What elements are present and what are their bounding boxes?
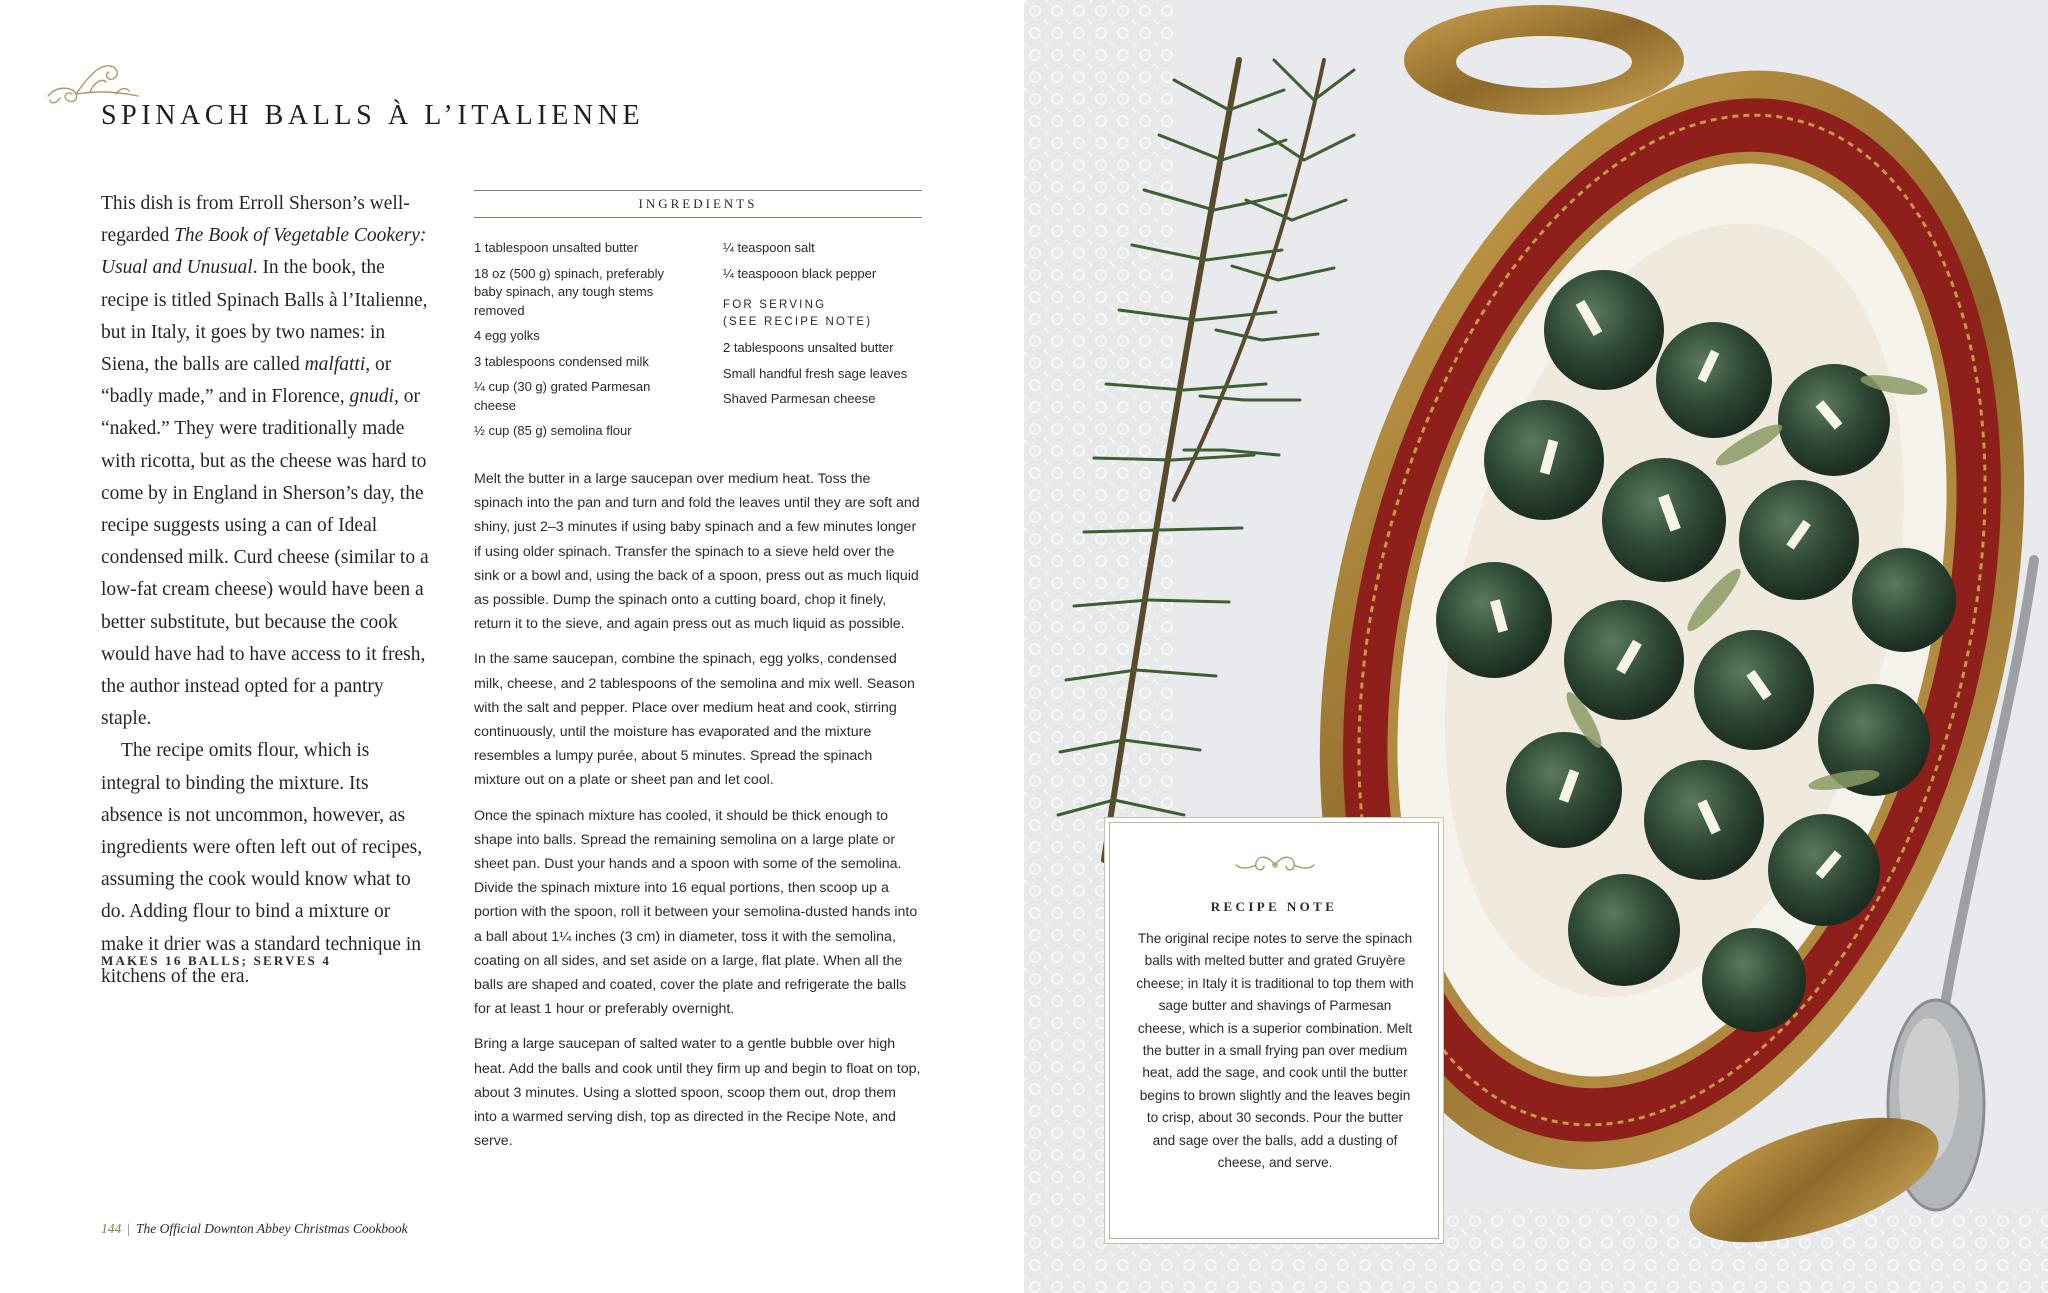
intro-text-span: . In the book, the recipe is titled Spinach Balls à l’Italienne, but in Italy, it goes by two names: in Siena, the balls are called (101, 257, 428, 376)
term-gnudi: gnudi (349, 386, 394, 408)
ingredient-item: ½ cup (85 g) semolina flour (474, 423, 632, 438)
ingredients-rule-bottom (474, 217, 922, 218)
note-flourish-icon (1232, 853, 1318, 877)
page-footer (101, 1221, 408, 1237)
method-steps (474, 467, 922, 1164)
ingredient-item: 18 oz (500 g) spinach, preferably baby spinach, any tough stems removed (474, 265, 665, 318)
ingredients-heading: INGREDIENTS (638, 196, 758, 211)
intro-paragraph-2: The recipe omits flour, which is integral to binding the mixture. Its absence is not uncommon, however, as ingredients were often left out of recipes, assuming the cook would know what to do. Adding flour to bind a mixture or make it drier was a standard technique in kitchens of the era. (101, 740, 423, 987)
intro-text (101, 188, 431, 993)
ingredients-column-2 (723, 239, 923, 416)
recipe-note-body: The original recipe notes to serve the spinach balls with melted butter and grated Gruyère cheese; in Italy it is traditional to top them with sage butter and shavings of Parmesan cheese, which is a superior combination. Melt the butter in a small frying pan over medium heat, add the sage, and cook until the butter begins to brown slightly and the leaves begin to crisp, about 30 seconds. Pour the butter and sage over the balls, add a dusting of cheese, and serve. (1136, 931, 1414, 1171)
ingredient-item: 1 tablespoon unsalted butter (474, 240, 639, 255)
ingredient-item: Shaved Parmesan cheese (723, 391, 876, 406)
method-step: Melt the butter in a large saucepan over medium heat. Toss the spinach into the pan and turn and fold the leaves until they are soft and shiny, just 2–3 minutes if using baby spinach and a few minutes longer if using older spinach. Transfer the spinach to a sieve held over the sink or a bowl and, using the back of a spoon, press out as much liquid as possible. Dump the spinach onto a cutting board, chop it finely, return it to the sieve, and again press out as much liquid as possible. (474, 471, 920, 633)
method-step: Bring a large saucepan of salted water to a gentle bubble over high heat. Add the balls and cook until they firm up and begin to float on top, about 3 minutes. Using a slotted spoon, scoop them out, drop them into a warmed serving dish, top as directed in the Recipe Note, and serve. (474, 1036, 921, 1150)
intro-text-span: This dish is from Erroll Sherson’s well-regarded (101, 193, 410, 247)
ingredient-item: 2 tablespoons unsalted butter (723, 340, 894, 355)
method-step: Once the spinach mixture has cooled, it should be thick enough to shape into balls. Spread the remaining semolina on a large plate or sheet pan. Dust your hands and a spoon with some of the semolina. Divide the spinach mixture into 16 equal portions, then scoop up a portion with the spoon, roll it between your semolina-dusted hands into a ball about 1¼ inches (3 cm) in diameter, toss it with the semolina, coating on all sides, and set aside on a large, flat plate. When all the balls are shaped and coated, cover the plate and refrigerate the balls for at least 1 hour or preferably overnight. (474, 807, 918, 1018)
ingredient-item: Small handful fresh sage leaves (723, 365, 908, 381)
method-step: In the same saucepan, combine the spinach, egg yolks, condensed milk, cheese, and 2 tablespoons of the semolina and mix well. Season with the salt and pepper. Place over medium heat and cook, stirring continuously, until the moisture has evaporated and the mixture resembles a lumpy purée, about 5 minutes. Spread the spinach mixture out on a plate or sheet pan and let cool. (474, 651, 915, 789)
page-number: 144 (101, 1221, 122, 1236)
footer-book-title: The Official Downton Abbey Christmas Cookbook (135, 1221, 408, 1236)
intro-text-span: , or “badly made,” and in Florence, (101, 354, 392, 408)
yield-line: MAKES 16 BALLS; SERVES 4 (101, 953, 332, 968)
ingredient-item: ¼ teaspoon salt (723, 240, 815, 255)
ingredient-item: 3 tablespoons condensed milk (474, 353, 649, 369)
ingredient-item: ¼ cup (30 g) grated Parmesan cheese (474, 379, 651, 413)
ingredients-rule-top (474, 190, 922, 191)
ingredients-column-1 (474, 239, 679, 448)
source-book-title: The Book of Vegetable Cookery: Usual and Unusual (101, 225, 427, 279)
intro-text-span: , or “naked.” They were traditionally made with ricotta, but as the cheese was hard to come by in England in Sherson’s day, the recipe suggests using a can of Ideal condensed milk. Curd cheese (similar to a low-fat cream cheese) would have been a better substitute, but because the cook would have had to have access to it fresh, the author instead opted for a pantry staple. (101, 386, 429, 730)
recipe-note-box (1109, 822, 1439, 1239)
ingredient-item: ¼ teaspooon black pepper (723, 265, 877, 281)
serving-subheading: FOR SERVING (SEE RECIPE NOTE) (723, 299, 873, 328)
recipe-title: SPINACH BALLS À L’ITALIENNE (101, 100, 645, 131)
ingredient-item: 4 egg yolks (474, 328, 540, 343)
footer-separator: | (127, 1221, 130, 1236)
recipe-note-heading: RECIPE NOTE (1210, 899, 1338, 914)
term-malfatti: malfatti (304, 354, 366, 376)
right-page (1024, 0, 2048, 1293)
intro-paragraph-1 (101, 188, 431, 735)
